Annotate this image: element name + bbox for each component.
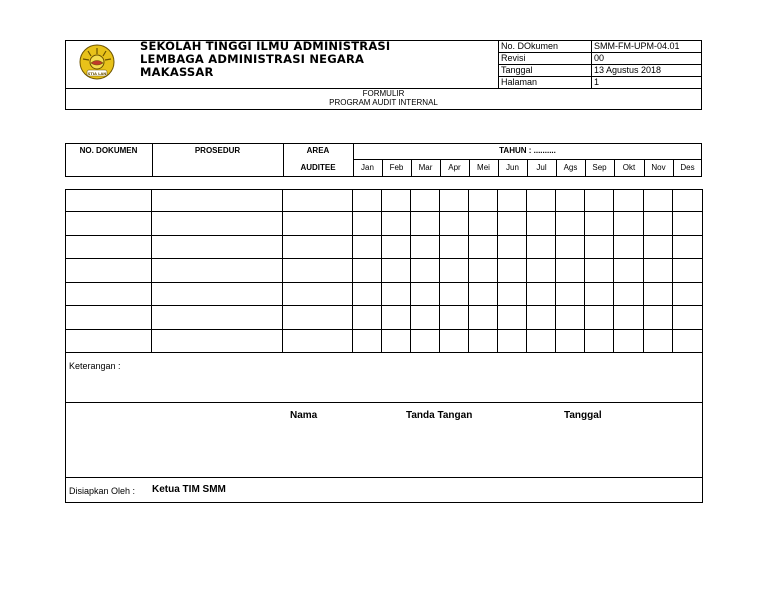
column-header-month: Mei	[477, 163, 490, 172]
form-type: FORMULIR	[362, 89, 405, 98]
meta-value-document-no: SMM-FM-UPM-04.01	[594, 41, 680, 51]
meta-value-date: 13 Agustus 2018	[594, 65, 662, 75]
table-cell-month[interactable]	[585, 306, 614, 329]
prepared-by-value: Ketua TIM SMM	[152, 484, 226, 495]
meta-value-revision: 00	[594, 53, 605, 63]
column-header-month: Sep	[592, 163, 607, 172]
institution-name-line-1: SEKOLAH TINGGI ILMU ADMINISTRASI	[140, 39, 391, 53]
table-cell-month[interactable]	[498, 330, 527, 353]
column-header-auditee: AUDITEE	[300, 163, 336, 172]
table-cell-month[interactable]	[353, 283, 382, 306]
column-header-month: Jun	[506, 163, 519, 172]
form-title: PROGRAM AUDIT INTERNAL	[329, 98, 438, 107]
table-cell-month[interactable]	[498, 212, 527, 235]
table-cell-month[interactable]	[353, 330, 382, 353]
table-cell-document-no[interactable]	[65, 259, 152, 282]
column-header-document-no: NO. DOKUMEN	[79, 146, 138, 155]
table-cell-month[interactable]	[614, 330, 644, 353]
table-cell-month[interactable]	[353, 259, 382, 282]
table-cell-month[interactable]	[673, 259, 703, 282]
table-cell-month[interactable]	[411, 283, 440, 306]
signature-date-label: Tanggal	[564, 410, 602, 421]
table-cell-document-no[interactable]	[65, 189, 152, 212]
table-cell-month[interactable]	[469, 212, 498, 235]
table-cell-month[interactable]	[556, 259, 585, 282]
table-cell-month[interactable]	[411, 259, 440, 282]
table-cell-month[interactable]	[556, 283, 585, 306]
table-cell-document-no[interactable]	[65, 330, 152, 353]
column-header-month: Okt	[622, 163, 636, 172]
institution-name-line-3: MAKASSAR	[140, 65, 214, 79]
table-cell-auditee[interactable]	[283, 330, 353, 353]
table-cell-month[interactable]	[644, 189, 673, 212]
table-cell-month[interactable]	[585, 212, 614, 235]
signature-name-label: Nama	[290, 410, 318, 421]
institution-logo	[78, 43, 116, 81]
table-cell-procedure[interactable]	[152, 212, 283, 235]
institution-name-line-2: LEMBAGA ADMINISTRASI NEGARA	[140, 52, 365, 66]
column-header-month: Des	[680, 163, 695, 172]
table-cell-month[interactable]	[353, 212, 382, 235]
table-cell-month[interactable]	[440, 189, 469, 212]
table-cell-month[interactable]	[673, 330, 703, 353]
table-cell-month[interactable]	[614, 259, 644, 282]
table-cell-procedure[interactable]	[152, 306, 283, 329]
table-cell-month[interactable]	[644, 212, 673, 235]
table-cell-month[interactable]	[614, 283, 644, 306]
meta-value-page: 1	[594, 77, 600, 87]
table-cell-procedure[interactable]	[152, 189, 283, 212]
table-cell-month[interactable]	[469, 306, 498, 329]
meta-label-date: Tanggal	[501, 65, 533, 75]
table-cell-month[interactable]	[527, 212, 556, 235]
table-cell-month[interactable]	[469, 259, 498, 282]
table-cell-month[interactable]	[382, 259, 411, 282]
table-cell-document-no[interactable]	[65, 236, 152, 259]
table-cell-procedure[interactable]	[152, 259, 283, 282]
notes-section	[65, 353, 703, 403]
meta-label-document-no: No. DOkumen	[501, 41, 559, 51]
table-cell-month[interactable]	[556, 330, 585, 353]
table-cell-month[interactable]	[585, 259, 614, 282]
table-cell-month[interactable]	[527, 189, 556, 212]
table-cell-document-no[interactable]	[65, 306, 152, 329]
column-header-month: Ags	[563, 163, 578, 172]
table-cell-month[interactable]	[527, 306, 556, 329]
table-cell-month[interactable]	[353, 189, 382, 212]
table-cell-month[interactable]	[440, 259, 469, 282]
signature-signature-label: Tanda Tangan	[406, 410, 473, 421]
table-cell-month[interactable]	[585, 283, 614, 306]
table-cell-month[interactable]	[440, 330, 469, 353]
column-header-area: AREA	[306, 146, 330, 155]
table-cell-month[interactable]	[411, 189, 440, 212]
column-header-month: Feb	[389, 163, 404, 172]
table-cell-month[interactable]	[411, 306, 440, 329]
table-cell-auditee[interactable]	[283, 306, 353, 329]
table-cell-month[interactable]	[673, 212, 703, 235]
table-cell-month[interactable]	[614, 236, 644, 259]
table-cell-auditee[interactable]	[283, 189, 353, 212]
column-header-month: Nov	[651, 163, 666, 172]
logo-caption: STIA LAN	[87, 71, 107, 76]
column-header-procedure: PROSEDUR	[194, 146, 241, 155]
column-header-month: Jul	[536, 163, 547, 172]
table-cell-month[interactable]	[498, 283, 527, 306]
table-cell-month[interactable]	[673, 283, 703, 306]
table-cell-month[interactable]	[498, 236, 527, 259]
table-cell-month[interactable]	[498, 306, 527, 329]
table-cell-month[interactable]	[585, 330, 614, 353]
table-cell-month[interactable]	[411, 212, 440, 235]
meta-label-page: Halaman	[501, 77, 538, 87]
table-cell-month[interactable]	[440, 236, 469, 259]
notes-label: Keterangan :	[69, 361, 121, 371]
table-cell-procedure[interactable]	[152, 283, 283, 306]
table-cell-month[interactable]	[556, 306, 585, 329]
table-cell-auditee[interactable]	[283, 259, 353, 282]
table-cell-document-no[interactable]	[65, 283, 152, 306]
table-cell-month[interactable]	[382, 236, 411, 259]
table-cell-month[interactable]	[353, 306, 382, 329]
table-cell-month[interactable]	[614, 189, 644, 212]
table-cell-month[interactable]	[644, 306, 673, 329]
signature-section	[65, 403, 703, 478]
table-cell-procedure[interactable]	[152, 330, 283, 353]
table-cell-month[interactable]	[644, 330, 673, 353]
table-cell-month[interactable]	[382, 212, 411, 235]
table-cell-month[interactable]	[469, 283, 498, 306]
table-cell-month[interactable]	[382, 283, 411, 306]
table-cell-month[interactable]	[498, 189, 527, 212]
table-cell-month[interactable]	[469, 189, 498, 212]
column-header-month: Mar	[418, 163, 433, 172]
table-cell-auditee[interactable]	[283, 283, 353, 306]
prepared-by-label: Disiapkan Oleh :	[69, 486, 136, 496]
table-cell-month[interactable]	[527, 236, 556, 259]
table-cell-month[interactable]	[614, 306, 644, 329]
table-cell-month[interactable]	[585, 189, 614, 212]
table-cell-month[interactable]	[527, 330, 556, 353]
column-header-month: Apr	[448, 163, 461, 172]
table-cell-month[interactable]	[673, 306, 703, 329]
table-cell-month[interactable]	[644, 236, 673, 259]
table-cell-month[interactable]	[527, 283, 556, 306]
table-cell-month[interactable]	[382, 189, 411, 212]
table-cell-month[interactable]	[644, 259, 673, 282]
table-cell-month[interactable]	[644, 283, 673, 306]
table-cell-month[interactable]	[382, 306, 411, 329]
table-cell-auditee[interactable]	[283, 236, 353, 259]
table-cell-month[interactable]	[440, 283, 469, 306]
table-cell-month[interactable]	[673, 189, 703, 212]
table-cell-month[interactable]	[440, 212, 469, 235]
table-cell-month[interactable]	[585, 236, 614, 259]
table-cell-month[interactable]	[527, 259, 556, 282]
table-cell-month[interactable]	[411, 236, 440, 259]
table-cell-month[interactable]	[353, 236, 382, 259]
table-cell-month[interactable]	[556, 189, 585, 212]
table-cell-month[interactable]	[440, 306, 469, 329]
table-cell-month[interactable]	[614, 212, 644, 235]
table-cell-procedure[interactable]	[152, 236, 283, 259]
table-cell-month[interactable]	[556, 212, 585, 235]
meta-label-revision: Revisi	[501, 53, 526, 63]
table-cell-month[interactable]	[556, 236, 585, 259]
table-cell-month[interactable]	[469, 330, 498, 353]
column-header-year: TAHUN : ..........	[499, 146, 556, 155]
table-cell-month[interactable]	[673, 236, 703, 259]
table-cell-month[interactable]	[411, 330, 440, 353]
table-cell-month[interactable]	[469, 236, 498, 259]
table-cell-document-no[interactable]	[65, 212, 152, 235]
table-cell-auditee[interactable]	[283, 212, 353, 235]
table-cell-month[interactable]	[382, 330, 411, 353]
column-header-month: Jan	[361, 163, 374, 172]
table-cell-month[interactable]	[498, 259, 527, 282]
